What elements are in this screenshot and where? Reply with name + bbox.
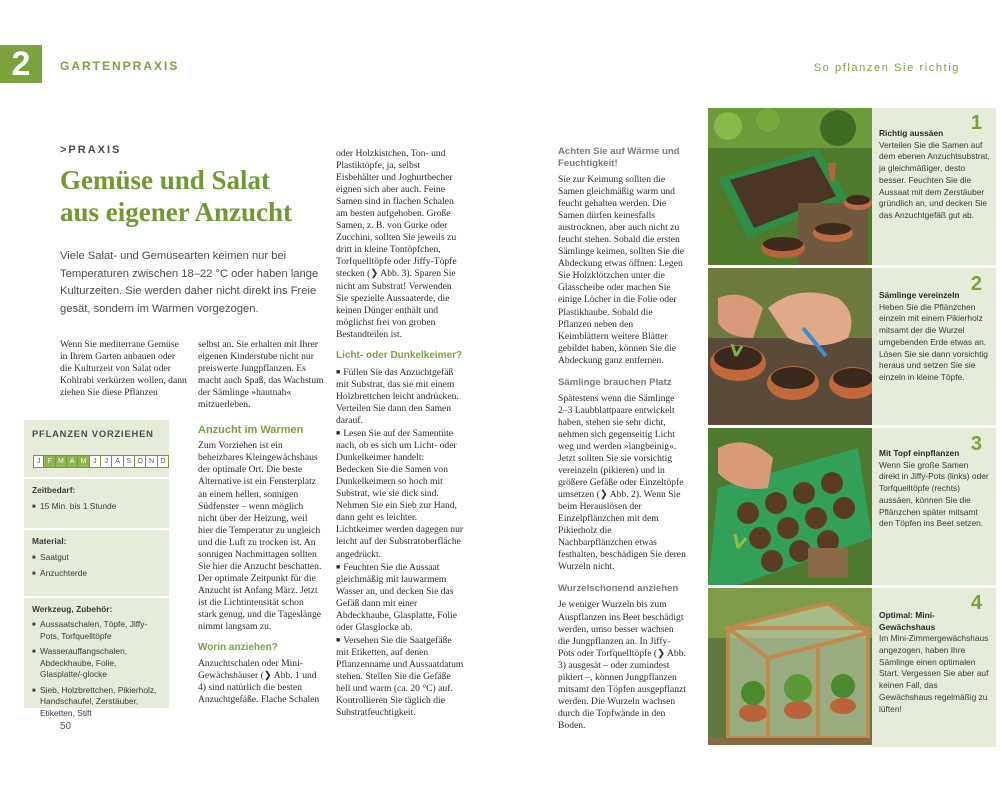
- time-heading: Zeitbedarf:: [32, 485, 76, 495]
- month-cell: O: [135, 455, 146, 468]
- bullet-icon: ■: [32, 649, 36, 655]
- step-title: Optimal: Mini-Gewächshaus: [879, 610, 936, 632]
- list-item: [32, 646, 161, 681]
- heading-worin: Worin anziehen?: [198, 642, 278, 654]
- lead-paragraph: Viele Salat- und Gemüsearten keimen nur bei Temperaturen zwischen 18–22 °C oder haben lange Kulturzeiten. Sie werden daher nicht direkt ins Freie gesät, sondern im Warmen vorgezogen.: [60, 250, 319, 315]
- month-cell: A: [67, 455, 78, 468]
- step-number: 3: [970, 433, 982, 455]
- step-3: [872, 428, 996, 588]
- page-title: [60, 164, 320, 228]
- step-title: Sämlinge vereinzeln: [879, 290, 960, 300]
- material-item: Anzuchterde: [40, 568, 88, 578]
- praxis-kicker: >PRAXIS: [60, 144, 122, 156]
- column-c: [336, 148, 464, 719]
- step-text: Wenn Sie große Samen direkt in Jiffy-Pots (links) oder Torfquelltöpfe (rechts) aussäen, können Sie die Pflänzchen später mitsamt den Töpfen ins Beet setzen.: [879, 459, 989, 529]
- step-text: Heben Sie die Pflänzchen einzeln mit einem Pikierholz mitsamt der die Wurzel umgebenden Erde etwas an. Lösen Sie sie dann vorsichtig heraus und setzen Sie sie einzeln in kleine Töpfe.: [879, 301, 988, 383]
- column-d: [558, 146, 686, 732]
- material-heading: Material:: [32, 536, 67, 546]
- time-section: [24, 479, 169, 519]
- step-1: [872, 108, 996, 268]
- list-item: [32, 552, 161, 565]
- list-item: [32, 619, 161, 642]
- month-cell: D: [158, 455, 169, 468]
- bullet-icon: ■: [32, 687, 36, 694]
- step-text: Verteilen Sie die Samen auf dem ebenen Anzuchtsubstrat, ja gleichmäßiger, desto besser. Feuchten Sie die Aussaat mit dem Zerstäuber gründlich an, und decken Sie das Anzuchtgefäß gut ab.: [879, 139, 990, 221]
- month-cell: N: [146, 455, 157, 468]
- heading-waerme: Achten Sie auf Wärme und Feuchtigkeit!: [558, 146, 680, 169]
- bullet-icon: ■: [32, 503, 36, 510]
- tools-item: Aussaatschalen, Töpfe, Jiffy-Pots, Torfquelltöpfe: [40, 619, 148, 641]
- month-cell: J: [90, 455, 101, 468]
- photo-column: [708, 108, 872, 748]
- heading-platz: Sämlinge brauchen Platz: [558, 376, 672, 388]
- material-item: Saatgut: [40, 551, 69, 562]
- step-title: Richtig aussäen: [879, 128, 944, 138]
- month-calendar: [33, 455, 169, 468]
- title-line-1: Gemüse und Salat: [60, 165, 271, 195]
- step-2: [872, 268, 996, 428]
- steps-column: [872, 108, 996, 750]
- page-number: 50: [60, 721, 72, 732]
- material-section: [24, 530, 169, 587]
- heading-anzucht: Anzucht im Warmen: [198, 424, 304, 437]
- heading-wurzel: Wurzelschonend anziehen: [558, 583, 679, 595]
- step-number: 4: [970, 592, 982, 614]
- month-cell: J: [33, 455, 44, 468]
- licht-bullet-2: ■ Lesen Sie auf der Samentüte nach, ob es sich um Licht- oder Dunkelkeimer handelt: Bedecken Sie die Samen von Dunkelkeimern so hoch mit Substrat, wie sie dick sind. Nehmen Sie ein Sieb zur Hand, dann geht es leichter. Lichtkeimer werden dagegen nur leicht auf der Substratoberfläche angedrückt.: [336, 427, 464, 561]
- infobox-pflanzen-vorziehen: [24, 420, 169, 718]
- step-number: 2: [970, 273, 982, 295]
- photo-pricking-out: [708, 268, 872, 428]
- page-topic: So pflanzen Sie richtig: [813, 62, 960, 74]
- month-cell: M: [56, 455, 67, 468]
- tools-heading: Werkzeug, Zubehör:: [32, 603, 113, 614]
- list-item: [32, 685, 161, 720]
- licht-bullet-3: ■ Feuchten Sie die Aussaat gleichmäßig mit lauwarmem Wasser an, und decken Sie das Gefäß dann mit einer Abdeckhaube, Glasplatte, Folie oder Glasglocke ab.: [336, 561, 464, 634]
- time-value: 15 Min. bis 1 Stunde: [40, 500, 117, 511]
- section-label: GARTENPRAXIS: [60, 59, 180, 73]
- infobox-title: PFLANZEN VORZIEHEN: [32, 428, 154, 439]
- tools-item: Wasserauffangschalen, Abdeckhaube, Folie, Glasplatte/-glocke: [40, 646, 128, 679]
- month-cell: S: [124, 455, 135, 468]
- tools-item: Sieb, Holzbrettchen, Pikierholz, Handschaufel, Zerstäuber, Etiketten, Stift: [40, 684, 157, 718]
- title-line-2: aus eigener Anzucht: [60, 197, 293, 227]
- heading-licht: Licht- oder Dunkelkeimer?: [336, 349, 463, 361]
- photo-mini-greenhouse: [708, 588, 872, 748]
- list-item: [32, 501, 161, 514]
- containers-paragraph: oder Holzkistchen, Ton- und Plastiktöpfe, ja, selbst Eisbehälter und Joghurtbecher eignen sich aber auch. Feine Samen sind in flachen Schalen am besten aufgehoben. Große Samen, z. B. von Gurke oder Zucchini, sollten Sie jeweils zu dritt in kleine Tontöpfchen, Torfquelltöpfe oder Jiffy-Töpfe stecken (❯ Abb. 3). Sparen Sie nicht am Substrat! Verwenden Sie spezielle Aussaaterde, die keinen Dünger enthält und möglichst frei von groben Bestandteilen ist.: [336, 148, 457, 340]
- anzucht-paragraph: Zum Vorziehen ist ein beheizbares Kleingewächshaus der optimale Ort. Die beste Alternative ist ein Fensterplatz an einem hellen, sonnigen Südfenster – wenn möglich nicht über der Heizung, weil hier die Temperatur zu ungleich und die Luft zu trocken ist. An sonnigen Nachmittagen sollten Sie hier die Anzucht beschatten. Der optimale Zeitpunkt für die Anzucht ist Anfang März. Jetzt ist die Lichtintensität schon stark genug, und die Tageslänge nimmt langsam zu.: [198, 440, 322, 633]
- bullet-icon: ■: [32, 622, 36, 628]
- photo-jiffy-pots: [708, 428, 872, 588]
- bullet-icon: ■: [32, 554, 36, 561]
- worin-paragraph: Anzuchtschalen oder Mini-Gewächshäuser (❯ Abb. 1 und 4) sind natürlich die besten Anzuchtgefäße. Flache Schalen: [198, 658, 320, 706]
- list-item: [32, 568, 161, 581]
- tools-section: [24, 598, 169, 726]
- intro-continuation: selbst an. Sie erhalten mit Ihrer eigenen Kinderstube nicht nur preiswerte Jungpflanzen. Es macht auch Spaß, das Wachstum der Sämlinge »hautnah« mitzuerleben.: [198, 339, 324, 411]
- wurzel-paragraph: Je weniger Wurzeln bis zum Auspflanzen ins Beet beschädigt werden, umso besser wachsen die Jungpflanzen an. In Jiffy-Pots oder Torfquelltöpfe (❯ Abb. 3) ausgesät – oder zumindest pikiert –, können Jungpflanzen mitsamt den Töpfen ausgepflanzt werden. Die Wurzeln wachsen durch die Topfwände in den Boden.: [558, 599, 686, 731]
- waerme-paragraph: Sie zur Keimung sollten die Samen gleichmäßig warm und feucht gehalten werden. Die Samen dürfen keinesfalls austrocknen, aber auch nicht zu feucht stehen. Sobald die ersten Sämlinge keimen, sollten Sie die Abdeckung etwas öffnen: Legen Sie Holzklötzchen unter die Glasscheibe oder machen Sie einige Löcher in die Folie oder Plastikhaube. Sobald die Pflanzen neben den Keimblättern weitere Blätter gebildet haben, können Sie die Abdeckung ganz entfernen.: [558, 174, 685, 366]
- month-cell: M: [78, 455, 89, 468]
- bullet-icon: ■: [32, 571, 36, 577]
- column-a: [60, 339, 188, 399]
- licht-bullet-1: ■ Füllen Sie das Anzuchtgefäß mit Substrat, das sie mit einem Holzbrettchen leicht andrücken. Verteilen Sie dann den Samen darauf.: [336, 366, 464, 427]
- step-4: [872, 588, 996, 750]
- step-title: Mit Topf einpflanzen: [879, 448, 960, 458]
- month-cell: A: [112, 455, 123, 468]
- month-cell: F: [44, 455, 55, 468]
- photo-seed-tray: [708, 108, 872, 268]
- licht-bullet-4: ■ Versehen Sie die Saatgefäße mit Etiketten, auf denen Pflanzenname und Aussaatdatum stehen. Stellen Sie die Gefäße hell und warm (ca. 20 °C) auf. Kontrollieren Sie täglich die Substratfeuchtigkeit.: [336, 634, 464, 719]
- step-text: Im Mini-Zimmergewächshaus angezogen, haben Ihre Sämlinge einen optimalen Start. Vergessen Sie aber auf keinen Fall, das Gewächshaus regelmäßig zu lüften!: [879, 633, 989, 714]
- step-number: 1: [970, 112, 982, 134]
- intro-paragraph: Wenn Sie mediterrane Gemüse in Ihrem Garten anbauen oder die Kulturzeit von Salat oder Kohlrabi verkürzen wollen, dann ziehen Sie diese Pflanzen: [60, 339, 187, 399]
- column-b: [198, 339, 324, 706]
- platz-paragraph: Spätestens wenn die Sämlinge 2–3 Laubblattpaare entwickelt haben, stehen sie sehr dicht, nehmen sich gegenseitig Licht weg und werden »langbeinig«. Jetzt sollten Sie sie vorsichtig vereinzeln (pikieren) und in größere Gefäße oder Einzeltöpfe umsetzen (❯ Abb. 2). Wenn Sie beim Herauslösen der Einzelpflänzchen mit dem Pikierholz die Nachbarpflänzchen etwas festhalten, beschädigen Sie deren Wurzeln nicht.: [558, 392, 686, 573]
- chapter-number: 2: [0, 45, 42, 83]
- month-cell: J: [101, 455, 112, 468]
